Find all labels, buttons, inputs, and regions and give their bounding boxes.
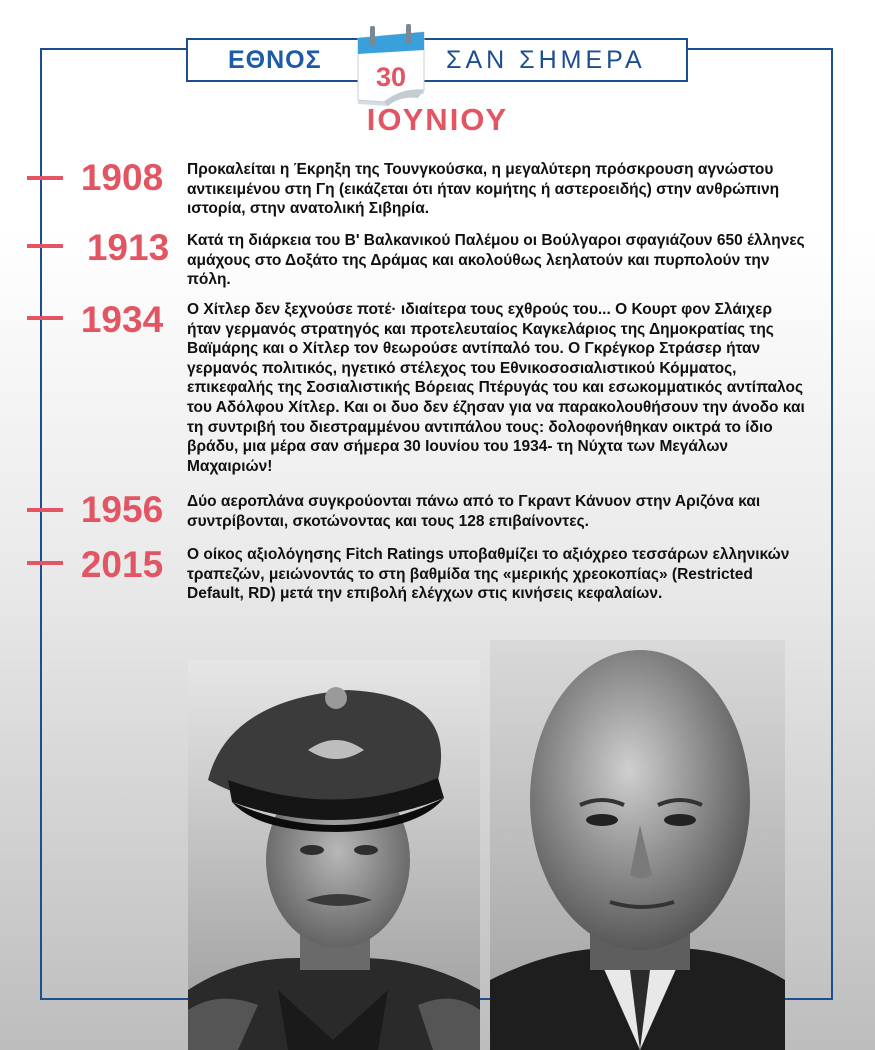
since-today-label: ΣΑΝ ΣΗΜΕΡΑ: [446, 46, 646, 74]
event-year: 1913: [86, 227, 170, 268]
timeline-dash: [27, 244, 63, 248]
timeline-dash: [27, 508, 63, 512]
event-year: 2015: [80, 544, 164, 585]
timeline-dash: [27, 561, 63, 565]
month-title: ΙΟΥΝΙΟΥ: [366, 102, 509, 137]
brand-logo: ΕΘΝΟΣ: [228, 46, 322, 74]
calendar-icon: [354, 24, 428, 108]
event-text: Κατά τη διάρκεια του Β' Βαλκανικού Παλέμου οι Βούλγαροι σφαγιάζουν 650 έλληνες αμάχους στο Δοξάτο της Δράμας και ακολούθως λεηλατούν και πυρπολούν την πόλη.: [187, 232, 805, 289]
timeline-dash: [27, 316, 63, 320]
event-text: Ο οίκος αξιολόγησης Fitch Ratings υποβαθμίζει το αξιόχρεο τεσσάρων ελληνικών τραπεζών, μειώνοντάς το στη βαθμίδα της «μερικής χρεοκοπίας» (Restricted Default, RD) μετά την επιβολή ελέγχων στις κινήσεις κεφαλαίων.: [187, 546, 790, 603]
event-year: 1956: [80, 489, 164, 530]
portrait-photo-right: [490, 640, 785, 1050]
portrait-photo-left: [188, 660, 480, 1050]
event-year: 1908: [80, 157, 164, 198]
event-text: Προκαλείται η Έκρηξη της Τουνγκούσκα, η μεγαλύτερη πρόσκρουση αγνώστου αντικειμένου στη Γη (εικάζεται ότι ήταν κομήτης ή αστεροειδής) στην ανθρώπινη ιστορία, στην ανατολική Σιβηρία.: [187, 161, 780, 218]
event-year: 1934: [80, 299, 164, 340]
event-text: Δύο αεροπλάνα συγκρούονται πάνω από το Γκραντ Κάνυον στην Αριζόνα και συντρίβονται, σκοτώνοντας και τους 128 επιβαίνοντες.: [187, 493, 761, 530]
timeline-dash: [27, 176, 63, 180]
event-text: Ο Χίτλερ δεν ξεχνούσε ποτέ· ιδιαίτερα τους εχθρούς του... Ο Κουρτ φον Σλάιχερ ήταν γερμανός στρατηγός και προτελευταίος Καγκελάριος της Δημοκρατίας της Βαϊμάρης και ο Χίτλερ τον θεωρούσε αντίπαλό του. Ο Γκρέγκορ Στράσερ ήταν γερμανός πολιτικός, ηγετικό στέλεχος του Εθνικοσοσιαλιστικού Κόμματος, επικεφαλής της Σοσιαλιστικής Βόρειας Πτέρυγάς του και εσωκομματικός αντίπαλος του Αδόλφου Χίτλερ. Και οι δυο δεν έζησαν για να παρακολουθήσουν την άνοδο και τη συντριβή του διεστραμμένου αντιπάλου τους: δολοφονήθηκαν οικτρά το ίδιο βράδυ, μια μέρα σαν σήμερα 30 Ιουνίου του 1934- τη Νύχτα των Μεγάλων Μαχαιριών!: [187, 301, 805, 475]
calendar-day: 30: [375, 62, 407, 92]
